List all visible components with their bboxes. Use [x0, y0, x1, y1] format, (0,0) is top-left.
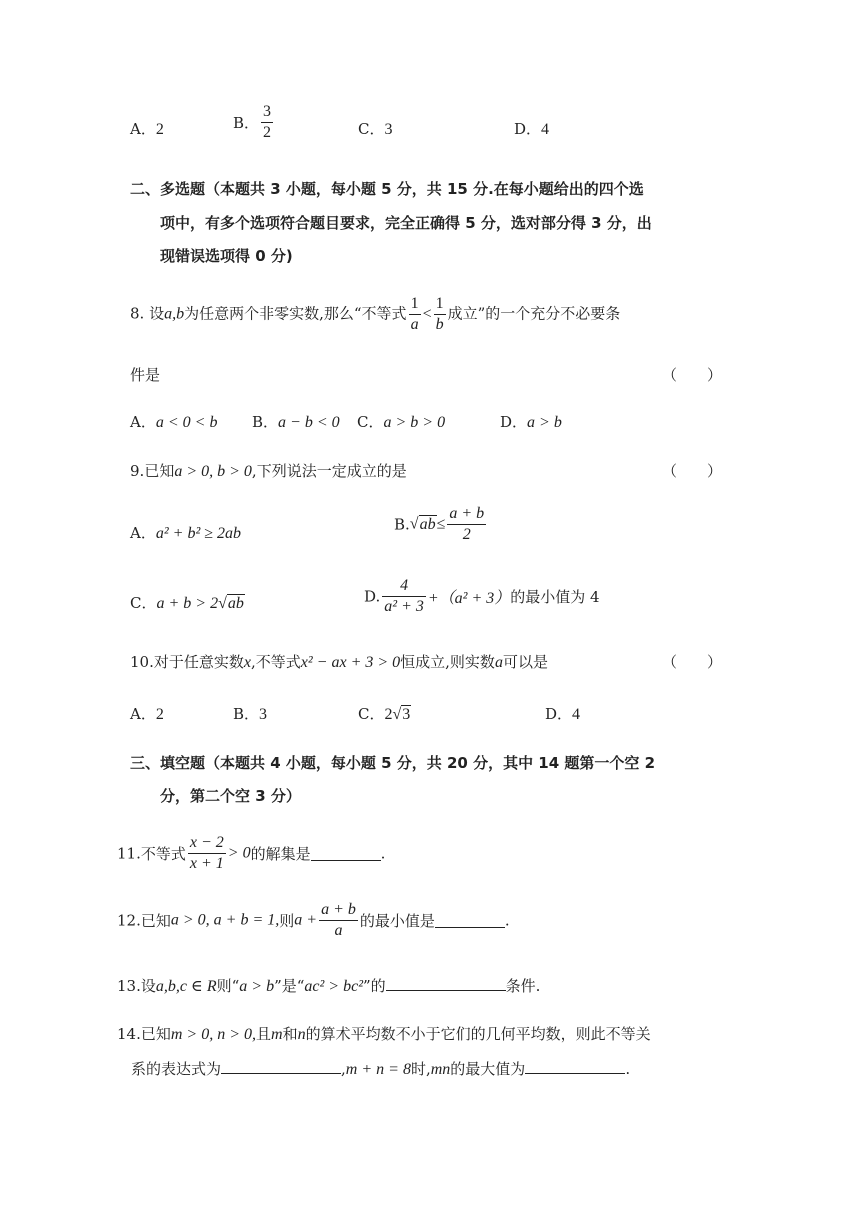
q9-option-a: A．a² + b² ≥ 2ab [130, 524, 242, 542]
q8-stem: 8. 设a,b为任意两个非零实数,那么“不等式 $\frac{1}{a}$ < $\frac{1}{b}$ 成立”的一个充分不必要条 [130, 295, 621, 333]
section3-heading-line1: 三、填空题（本题共 4 小题，每小题 5 分，共 20 分，其中 14 题第一个空 2 [130, 754, 656, 772]
q10-option-a: A．2 [130, 705, 164, 723]
section3-heading-line2: 分，第二个空 3 分） [160, 787, 301, 805]
q8-option-a: A．a < 0 < b [130, 413, 218, 431]
q13-answer-blank[interactable] [386, 976, 506, 991]
q8-stem-line2: 件是 [130, 366, 161, 384]
q10-answer-paren: （ ） [662, 653, 723, 671]
q11-answer-blank[interactable] [311, 846, 381, 861]
q10-stem: 10.对于任意实数x,不等式x² − ax + 3 > 0恒成立,则实数a可以是 [130, 653, 548, 671]
q9-option-b: B.√ab≤ $\frac{a + b}{2}$ [394, 505, 485, 543]
q8-answer-paren: （ ） [662, 366, 723, 384]
q8-option-d: D．a > b [500, 413, 562, 431]
q13-stem: 13.设a,b,c ∈ R则“a > b”是“ac² > bc²”的 条件. [117, 977, 541, 995]
q10-option-c: C．2√3 [358, 705, 411, 723]
q12-stem: 12.已知a > 0, a + b = 1,则a + $\frac{a + b}{a}$ 的最小值是 . [117, 901, 510, 939]
section2-heading-line2: 项中，有多个选项符合题目要求，完全正确得 5 分，选对部分得 3 分，出 [160, 214, 652, 232]
q8-option-c: C．a > b > 0 [357, 413, 446, 431]
q7-option-a: A．2 [130, 120, 164, 138]
q14-stem-line2: 系的表达式为 ,m + n = 8时,mn的最大值为 . [131, 1060, 631, 1078]
q10-option-d: D．4 [545, 705, 581, 723]
q12-answer-blank[interactable] [435, 913, 505, 928]
q9-answer-paren: （ ） [662, 462, 723, 480]
q9-stem: 9.已知a > 0, b > 0,下列说法一定成立的是 [130, 462, 407, 480]
q14-answer-blank-1[interactable] [221, 1059, 341, 1074]
q14-answer-blank-2[interactable] [525, 1059, 625, 1074]
q7-option-d: D．4 [514, 120, 550, 138]
section2-heading-line3: 现错误选项得 0 分) [160, 247, 293, 265]
q9-option-d: D. $\frac{4}{\text{a² + 3}}$ +（a² + 3）的最小值为 4 [364, 577, 600, 615]
q14-stem: 14.已知m > 0, n > 0,且m和n的算术平均数不小于它们的几何平均数，则此不等关 [117, 1025, 651, 1043]
q7-option-c: C．3 [358, 120, 393, 138]
q11-stem: 11.不等式 $\frac{x - 2}{x + 1}$ > 0的解集是 . [117, 834, 386, 872]
q10-option-b: B．3 [233, 705, 268, 723]
q8-option-b: B．a − b < 0 [252, 413, 340, 431]
q7-option-b: B． $\frac{3}{2}$ [233, 103, 272, 141]
q9-option-c: C．a + b > 2√ab [130, 594, 244, 612]
section2-heading-line1: 二、多选题（本题共 3 小题，每小题 5 分，共 15 分.在每小题给出的四个选 [130, 180, 644, 198]
